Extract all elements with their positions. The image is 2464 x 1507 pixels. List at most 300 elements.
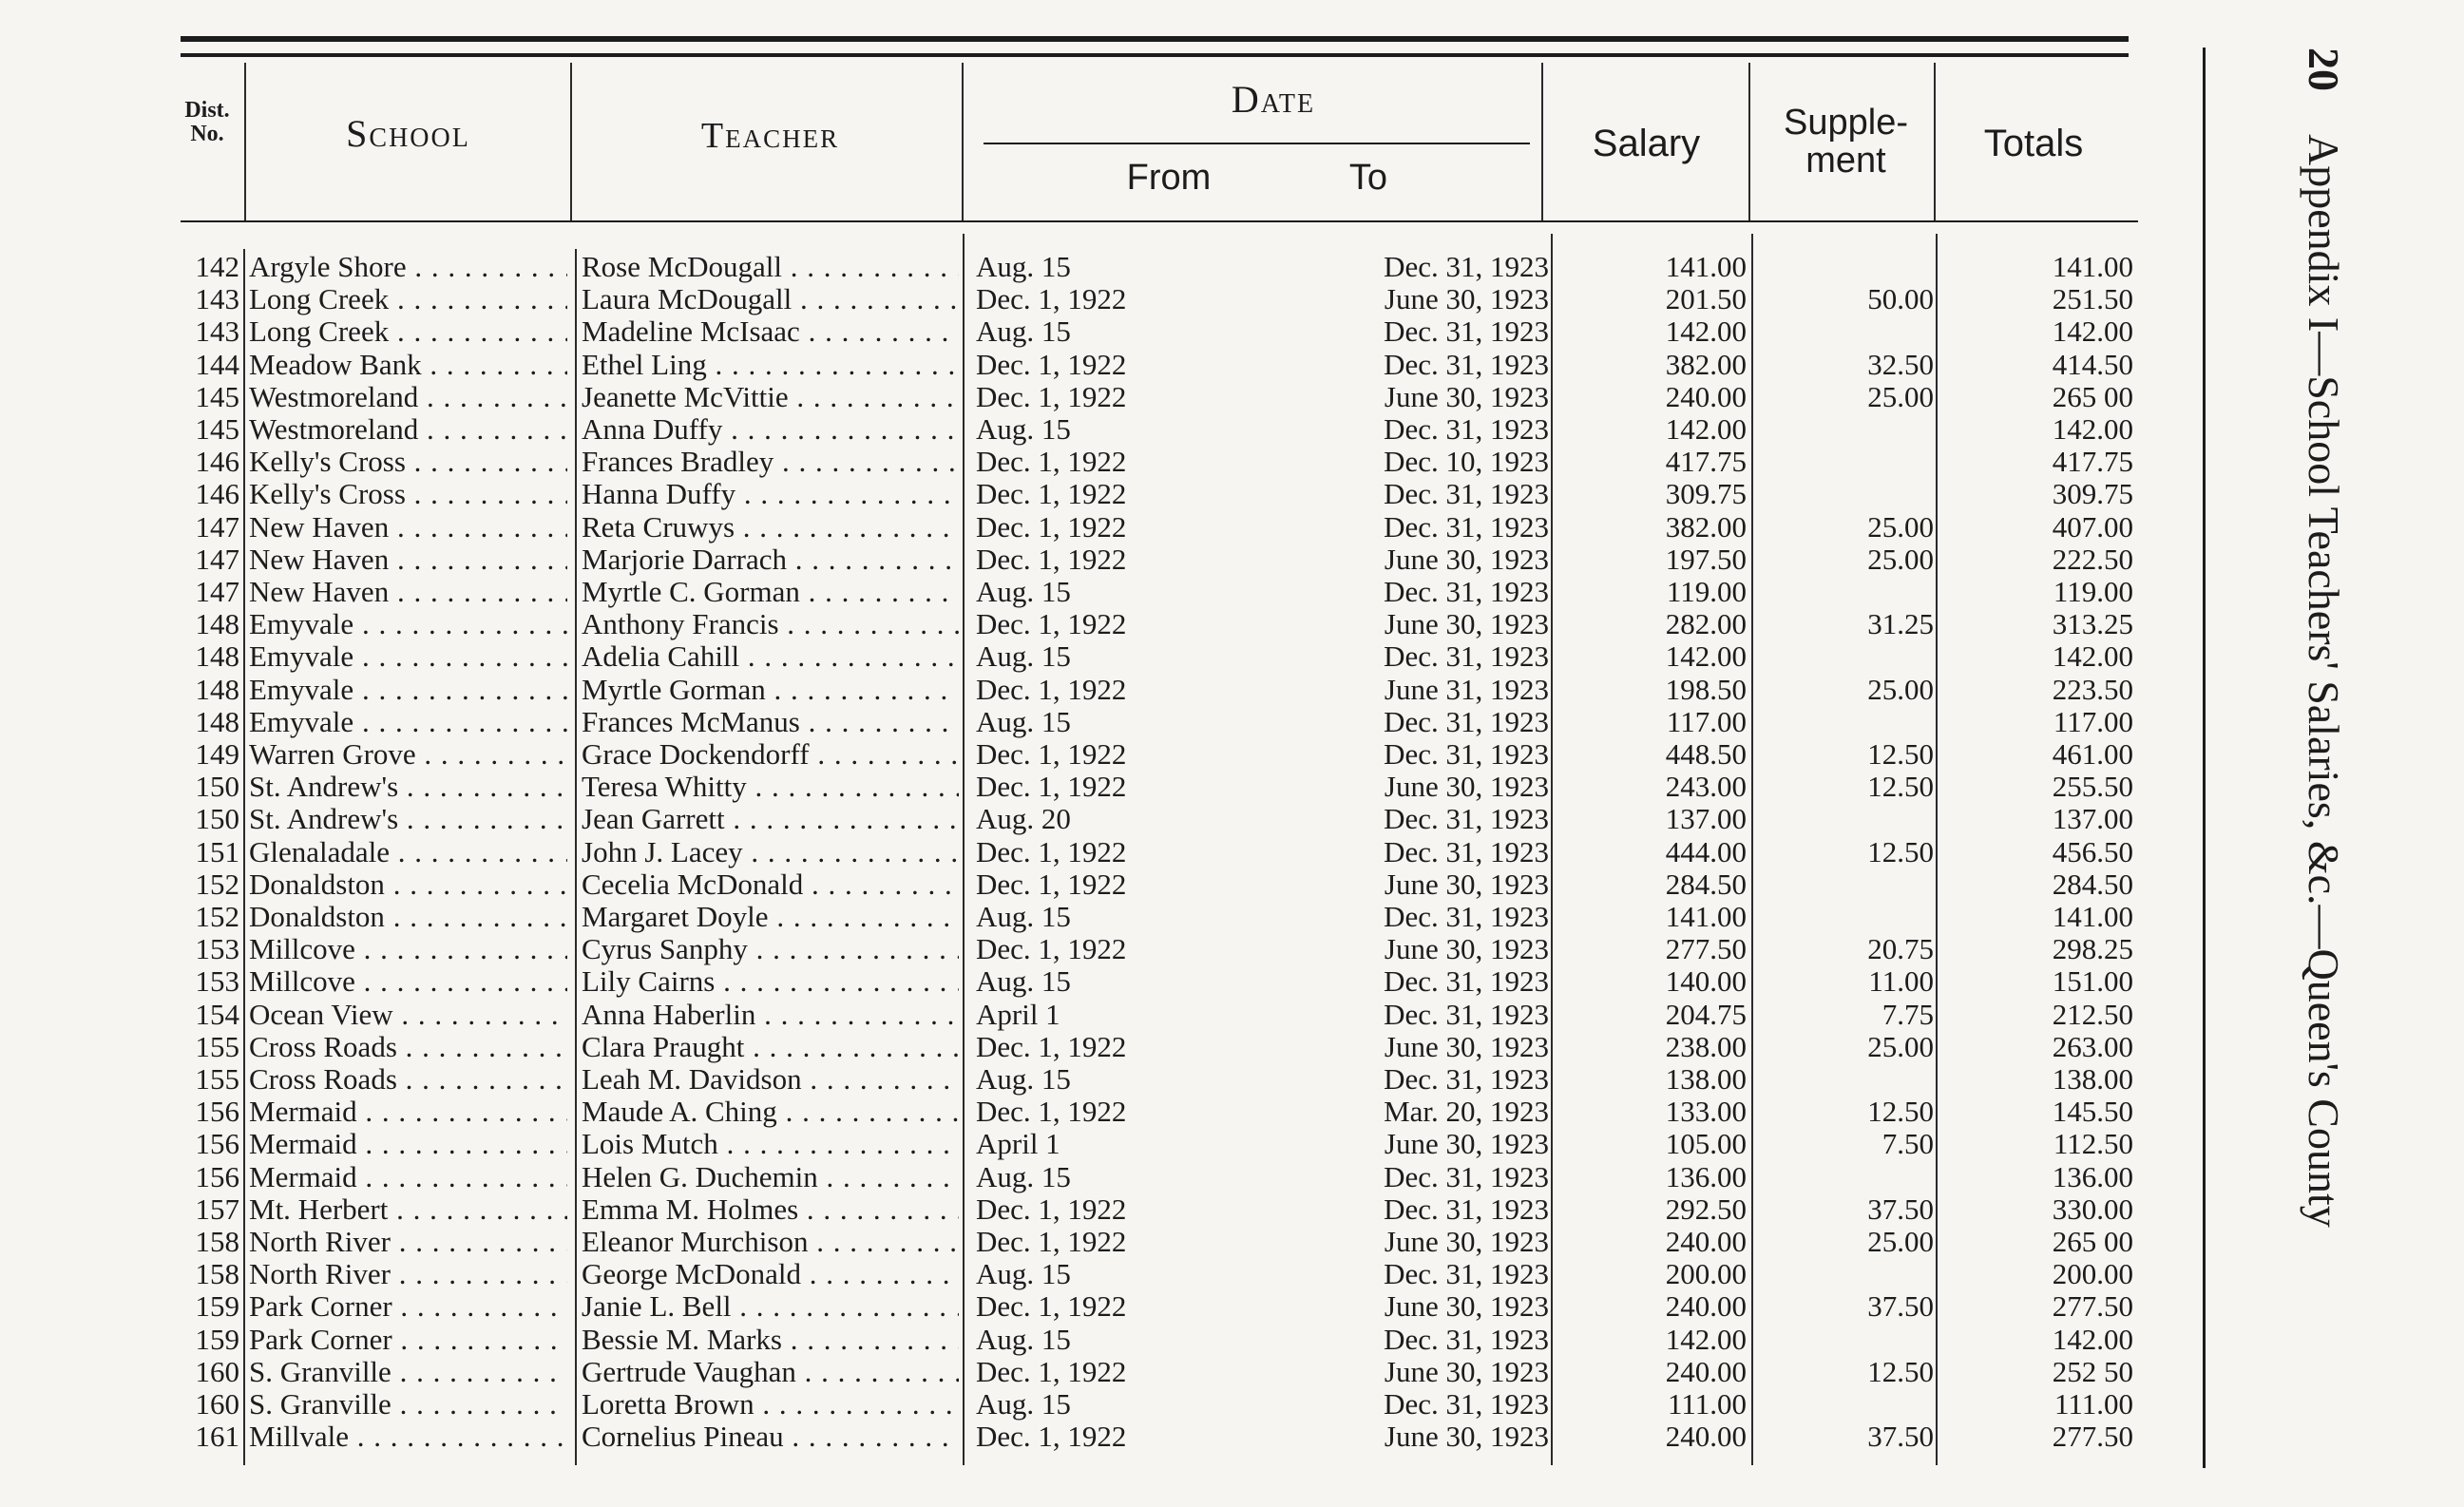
school-cell: St. Andrew's . . . bbox=[249, 803, 567, 835]
salary-cell: 277.50 bbox=[1665, 933, 1747, 966]
date-from-cell: Aug. 15 bbox=[976, 315, 1071, 349]
school-cell: Cross Roads . . . bbox=[249, 1063, 567, 1096]
header-to: To bbox=[1348, 158, 1388, 198]
date-from-cell: Aug. 15 bbox=[976, 1160, 1071, 1193]
dist-no-cell: 160 bbox=[195, 1355, 239, 1388]
salary-cell: 141.00 bbox=[1665, 901, 1747, 933]
table-row bbox=[0, 413, 2148, 446]
date-from-cell: Dec. 1, 1922 bbox=[976, 446, 1127, 479]
date-from-cell: April 1 bbox=[976, 998, 1060, 1031]
table-row bbox=[0, 674, 2148, 706]
salary-cell: 382.00 bbox=[1665, 348, 1747, 381]
top-rule-thin bbox=[181, 53, 2129, 57]
table-row bbox=[0, 608, 2148, 640]
table-row bbox=[0, 868, 2148, 901]
table-row bbox=[0, 999, 2148, 1031]
supplement-cell: 25.00 bbox=[1867, 380, 1934, 413]
header-teacher: Teacher bbox=[700, 116, 840, 156]
salary-cell: 444.00 bbox=[1665, 835, 1747, 868]
table-row bbox=[0, 1290, 2148, 1323]
date-to-cell: June 30, 1923 bbox=[1384, 771, 1549, 804]
supplement-cell: 7.50 bbox=[1881, 1128, 1934, 1161]
dist-no-cell: 154 bbox=[195, 998, 239, 1031]
date-to-cell: Dec. 31, 1923 bbox=[1384, 576, 1549, 608]
date-from-cell: Aug. 15 bbox=[976, 251, 1071, 283]
teacher-cell: George McDonald . . . bbox=[582, 1258, 959, 1290]
dist-no-cell: 152 bbox=[195, 901, 239, 933]
date-from-cell: Aug. 15 bbox=[976, 705, 1071, 738]
teacher-cell: Frances Bradley . . . bbox=[582, 446, 959, 478]
dist-no-cell: 144 bbox=[195, 348, 239, 381]
table-row bbox=[0, 511, 2148, 544]
teacher-cell: Teresa Whitty . . . bbox=[582, 771, 959, 803]
total-cell: 222.50 bbox=[2052, 543, 2133, 576]
supplement-cell: 7.75 bbox=[1881, 998, 1934, 1031]
school-cell: New Haven . . . bbox=[249, 544, 567, 576]
school-cell: Park Corner . . . bbox=[249, 1324, 567, 1356]
table-row bbox=[0, 251, 2148, 283]
total-cell: 142.00 bbox=[2052, 1323, 2133, 1356]
date-to-cell: Dec. 31, 1923 bbox=[1384, 478, 1549, 511]
date-to-cell: Dec. 31, 1923 bbox=[1384, 1323, 1549, 1356]
date-to-cell: June 30, 1923 bbox=[1384, 1030, 1549, 1063]
table-row bbox=[0, 1324, 2148, 1356]
school-cell: Emyvale . . . bbox=[249, 674, 567, 706]
salary-cell: 142.00 bbox=[1665, 640, 1747, 674]
school-cell: Mermaid . . . bbox=[249, 1161, 567, 1193]
table-row bbox=[0, 1226, 2148, 1258]
hdr-sep-school bbox=[570, 63, 572, 220]
date-to-cell: Dec. 31, 1923 bbox=[1384, 835, 1549, 868]
dist-no-cell: 161 bbox=[195, 1421, 239, 1454]
dist-no-cell: 146 bbox=[195, 478, 239, 511]
salary-cell: 240.00 bbox=[1665, 1290, 1747, 1324]
teacher-cell: Adelia Cahill . . . bbox=[582, 640, 959, 673]
salary-cell: 142.00 bbox=[1665, 413, 1747, 446]
dist-no-cell: 149 bbox=[195, 738, 239, 771]
total-cell: 277.50 bbox=[2052, 1421, 2133, 1454]
school-cell: Argyle Shore . . . bbox=[249, 251, 567, 283]
table-row bbox=[0, 283, 2148, 315]
dist-no-cell: 148 bbox=[195, 673, 239, 706]
supplement-cell: 37.50 bbox=[1867, 1421, 1934, 1454]
date-from-cell: Dec. 1, 1922 bbox=[976, 933, 1127, 966]
school-cell: Mermaid . . . bbox=[249, 1096, 567, 1128]
date-from-cell: Aug. 15 bbox=[976, 640, 1071, 674]
total-cell: 252 50 bbox=[2052, 1355, 2133, 1388]
total-cell: 142.00 bbox=[2052, 640, 2133, 674]
supplement-cell: 32.50 bbox=[1867, 348, 1934, 381]
dist-no-cell: 153 bbox=[195, 965, 239, 999]
total-cell: 417.75 bbox=[2052, 446, 2133, 479]
teacher-cell: Emma M. Holmes . . . bbox=[582, 1193, 959, 1226]
date-from-cell: Aug. 20 bbox=[976, 803, 1071, 836]
hdr-sep-teacher bbox=[962, 63, 964, 220]
date-from-cell: Dec. 1, 1922 bbox=[976, 1421, 1127, 1454]
salary-cell: 240.00 bbox=[1665, 1421, 1747, 1454]
teacher-cell: Maude A. Ching . . . bbox=[582, 1096, 959, 1128]
teacher-cell: Helen G. Duchemin . . . bbox=[582, 1161, 959, 1193]
date-to-cell: June 30, 1923 bbox=[1384, 933, 1549, 966]
date-from-cell: Dec. 1, 1922 bbox=[976, 738, 1127, 771]
school-cell: Donaldston . . . bbox=[249, 868, 567, 901]
table-row bbox=[0, 738, 2148, 771]
date-from-cell: Dec. 1, 1922 bbox=[976, 380, 1127, 413]
supplement-cell: 12.50 bbox=[1867, 1096, 1934, 1129]
school-cell: S. Granville . . . bbox=[249, 1388, 567, 1421]
salary-cell: 240.00 bbox=[1665, 1226, 1747, 1258]
school-cell: Long Creek . . . bbox=[249, 315, 567, 348]
total-cell: 255.50 bbox=[2052, 771, 2133, 804]
date-from-cell: Dec. 1, 1922 bbox=[976, 1290, 1127, 1324]
total-cell: 142.00 bbox=[2052, 315, 2133, 349]
dist-no-cell: 150 bbox=[195, 803, 239, 836]
teacher-cell: Grace Dockendorff . . . bbox=[582, 738, 959, 771]
date-to-cell: June 30, 1923 bbox=[1384, 1355, 1549, 1388]
dist-no-cell: 147 bbox=[195, 543, 239, 576]
supplement-cell: 12.50 bbox=[1867, 835, 1934, 868]
dist-no-cell: 156 bbox=[195, 1096, 239, 1129]
table-row bbox=[0, 315, 2148, 348]
table-row bbox=[0, 1063, 2148, 1096]
salary-cell: 284.50 bbox=[1665, 868, 1747, 901]
supplement-cell: 25.00 bbox=[1867, 673, 1934, 706]
date-from-cell: Dec. 1, 1922 bbox=[976, 608, 1127, 641]
supplement-cell: 25.00 bbox=[1867, 510, 1934, 544]
teacher-cell: Madeline McIsaac . . . bbox=[582, 315, 959, 348]
supplement-cell: 25.00 bbox=[1867, 543, 1934, 576]
school-cell: Kelly's Cross . . . bbox=[249, 478, 567, 510]
side-title-text: Appendix I—School Teachers' Salaries, &c.—Queen's County bbox=[2300, 133, 2348, 1228]
salary-cell: 417.75 bbox=[1665, 446, 1747, 479]
dist-no-cell: 156 bbox=[195, 1160, 239, 1193]
school-cell: New Haven . . . bbox=[249, 511, 567, 544]
teacher-cell: Lois Mutch . . . bbox=[582, 1128, 959, 1160]
total-cell: 330.00 bbox=[2052, 1192, 2133, 1226]
date-to-cell: June 30, 1923 bbox=[1384, 1128, 1549, 1161]
supplement-cell: 25.00 bbox=[1867, 1226, 1934, 1258]
date-to-cell: Dec. 31, 1923 bbox=[1384, 998, 1549, 1031]
teacher-cell: Laura McDougall . . . bbox=[582, 283, 959, 315]
date-from-cell: Dec. 1, 1922 bbox=[976, 771, 1127, 804]
table-row bbox=[0, 1096, 2148, 1128]
school-cell: Donaldston . . . bbox=[249, 901, 567, 933]
date-to-cell: June 30, 1923 bbox=[1384, 1421, 1549, 1454]
date-from-cell: Dec. 1, 1922 bbox=[976, 868, 1127, 901]
table-row bbox=[0, 901, 2148, 933]
dist-no-cell: 159 bbox=[195, 1290, 239, 1324]
teacher-cell: Eleanor Murchison . . . bbox=[582, 1226, 959, 1258]
school-cell: Millcove . . . bbox=[249, 933, 567, 965]
teacher-cell: Lily Cairns . . . bbox=[582, 965, 959, 998]
table-row bbox=[0, 836, 2148, 868]
total-cell: 142.00 bbox=[2052, 413, 2133, 446]
dist-no-cell: 148 bbox=[195, 608, 239, 641]
table-row bbox=[0, 1421, 2148, 1453]
school-cell: Glenaladale . . . bbox=[249, 836, 567, 868]
salary-cell: 142.00 bbox=[1665, 315, 1747, 349]
total-cell: 298.25 bbox=[2052, 933, 2133, 966]
table-row bbox=[0, 1161, 2148, 1193]
school-cell: Ocean View . . . bbox=[249, 999, 567, 1031]
dist-no-cell: 145 bbox=[195, 380, 239, 413]
teacher-cell: Leah M. Davidson . . . bbox=[582, 1063, 959, 1096]
hdr-sep-dist bbox=[244, 63, 246, 220]
date-from-cell: April 1 bbox=[976, 1128, 1060, 1161]
date-from-cell: Dec. 1, 1922 bbox=[976, 283, 1127, 316]
salary-cell: 133.00 bbox=[1665, 1096, 1747, 1129]
salary-cell: 292.50 bbox=[1665, 1192, 1747, 1226]
school-cell: Kelly's Cross . . . bbox=[249, 446, 567, 478]
salary-cell: 282.00 bbox=[1665, 608, 1747, 641]
dist-no-cell: 147 bbox=[195, 510, 239, 544]
side-running-title bbox=[2295, 48, 2352, 1473]
header-from: From bbox=[1126, 158, 1212, 198]
salary-cell: 136.00 bbox=[1665, 1160, 1747, 1193]
top-rule-thick bbox=[181, 36, 2129, 42]
school-cell: Mermaid . . . bbox=[249, 1128, 567, 1160]
teacher-cell: Jean Garrett . . . bbox=[582, 803, 959, 835]
supplement-cell: 25.00 bbox=[1867, 1030, 1934, 1063]
salary-cell: 141.00 bbox=[1665, 251, 1747, 283]
date-from-cell: Dec. 1, 1922 bbox=[976, 478, 1127, 511]
supplement-cell: 50.00 bbox=[1867, 283, 1934, 316]
date-from-cell: Dec. 1, 1922 bbox=[976, 1355, 1127, 1388]
total-cell: 111.00 bbox=[2054, 1388, 2133, 1421]
teacher-cell: Bessie M. Marks . . . bbox=[582, 1324, 959, 1356]
total-cell: 117.00 bbox=[2053, 705, 2133, 738]
salary-cell: 240.00 bbox=[1665, 1355, 1747, 1388]
table-row bbox=[0, 544, 2148, 576]
date-from-cell: Dec. 1, 1922 bbox=[976, 1096, 1127, 1129]
salary-cell: 200.00 bbox=[1665, 1258, 1747, 1291]
total-cell: 265 00 bbox=[2052, 380, 2133, 413]
school-cell: Emyvale . . . bbox=[249, 608, 567, 640]
table-row bbox=[0, 381, 2148, 413]
date-to-cell: Dec. 31, 1923 bbox=[1384, 640, 1549, 674]
header-date-rule bbox=[984, 143, 1530, 144]
teacher-cell: Hanna Duffy . . . bbox=[582, 478, 959, 510]
date-from-cell: Aug. 15 bbox=[976, 576, 1071, 608]
date-to-cell: June 30, 1923 bbox=[1384, 283, 1549, 316]
salary-cell: 243.00 bbox=[1665, 771, 1747, 804]
total-cell: 119.00 bbox=[2053, 576, 2133, 608]
date-to-cell: Dec. 31, 1923 bbox=[1384, 1160, 1549, 1193]
school-cell: North River . . . bbox=[249, 1226, 567, 1258]
dist-no-cell: 155 bbox=[195, 1063, 239, 1096]
teacher-cell: Margaret Doyle . . . bbox=[582, 901, 959, 933]
school-cell: Mt. Herbert . . . bbox=[249, 1193, 567, 1226]
hdr-sep-date bbox=[1541, 63, 1543, 220]
date-to-cell: Dec. 31, 1923 bbox=[1384, 315, 1549, 349]
date-to-cell: Mar. 20, 1923 bbox=[1384, 1096, 1549, 1129]
supplement-cell: 12.50 bbox=[1867, 771, 1934, 804]
table-row bbox=[0, 1193, 2148, 1226]
teacher-cell: Reta Cruwys . . . bbox=[582, 511, 959, 544]
teacher-cell: Ethel Ling . . . bbox=[582, 349, 959, 381]
salary-cell: 309.75 bbox=[1665, 478, 1747, 511]
school-cell: Meadow Bank . . . bbox=[249, 349, 567, 381]
salary-cell: 119.00 bbox=[1666, 576, 1747, 608]
dist-no-cell: 147 bbox=[195, 576, 239, 608]
salary-cell: 382.00 bbox=[1665, 510, 1747, 544]
school-cell: Long Creek . . . bbox=[249, 283, 567, 315]
salary-cell: 238.00 bbox=[1665, 1030, 1747, 1063]
date-to-cell: Dec. 31, 1923 bbox=[1384, 1388, 1549, 1421]
table-row bbox=[0, 771, 2148, 803]
dist-no-cell: 153 bbox=[195, 933, 239, 966]
table-row bbox=[0, 933, 2148, 965]
date-to-cell: June 30, 1923 bbox=[1384, 380, 1549, 413]
date-from-cell: Aug. 15 bbox=[976, 1063, 1071, 1096]
salary-cell: 197.50 bbox=[1665, 543, 1747, 576]
date-from-cell: Aug. 15 bbox=[976, 1258, 1071, 1291]
date-to-cell: Dec. 31, 1923 bbox=[1384, 803, 1549, 836]
date-from-cell: Dec. 1, 1922 bbox=[976, 348, 1127, 381]
table-row bbox=[0, 803, 2148, 835]
supplement-cell: 20.75 bbox=[1867, 933, 1934, 966]
header-salary: Salary bbox=[1592, 123, 1701, 164]
date-from-cell: Dec. 1, 1922 bbox=[976, 1030, 1127, 1063]
teacher-cell: Clara Praught . . . bbox=[582, 1031, 959, 1063]
school-cell: S. Granville . . . bbox=[249, 1356, 567, 1388]
date-to-cell: Dec. 10, 1923 bbox=[1384, 446, 1549, 479]
supplement-cell: 37.50 bbox=[1867, 1192, 1934, 1226]
hdr-sep-salary bbox=[1748, 63, 1750, 220]
side-rule bbox=[2203, 48, 2206, 1468]
salary-cell: 138.00 bbox=[1665, 1063, 1747, 1096]
date-to-cell: Dec. 31, 1923 bbox=[1384, 510, 1549, 544]
total-cell: 212.50 bbox=[2052, 998, 2133, 1031]
date-from-cell: Aug. 15 bbox=[976, 901, 1071, 933]
school-cell: New Haven . . . bbox=[249, 576, 567, 608]
teacher-cell: Cecelia McDonald . . . bbox=[582, 868, 959, 901]
school-cell: Westmoreland . . . bbox=[249, 413, 567, 446]
total-cell: 223.50 bbox=[2052, 673, 2133, 706]
salary-cell: 140.00 bbox=[1665, 965, 1747, 999]
total-cell: 112.50 bbox=[2053, 1128, 2133, 1161]
date-to-cell: Dec. 31, 1923 bbox=[1384, 738, 1549, 771]
header-totals: Totals bbox=[1983, 123, 2084, 164]
header-bottom-rule bbox=[181, 220, 2138, 222]
teacher-cell: John J. Lacey . . . bbox=[582, 836, 959, 868]
table-row bbox=[0, 446, 2148, 478]
school-cell: Emyvale . . . bbox=[249, 706, 567, 738]
header-dist-no: Dist. No. bbox=[184, 98, 230, 147]
total-cell: 141.00 bbox=[2052, 901, 2133, 933]
dist-no-cell: 151 bbox=[195, 835, 239, 868]
total-cell: 456.50 bbox=[2052, 835, 2133, 868]
date-to-cell: June 30, 1923 bbox=[1384, 1290, 1549, 1324]
date-to-cell: June 31, 1923 bbox=[1384, 673, 1549, 706]
date-from-cell: Dec. 1, 1922 bbox=[976, 543, 1127, 576]
total-cell: 151.00 bbox=[2052, 965, 2133, 999]
table-row bbox=[0, 640, 2148, 673]
date-from-cell: Aug. 15 bbox=[976, 1323, 1071, 1356]
header-school: School bbox=[346, 112, 470, 155]
total-cell: 251.50 bbox=[2052, 283, 2133, 316]
school-cell: Millcove . . . bbox=[249, 965, 567, 998]
teacher-cell: Gertrude Vaughan . . . bbox=[582, 1356, 959, 1388]
dist-no-cell: 148 bbox=[195, 705, 239, 738]
salary-cell: 137.00 bbox=[1665, 803, 1747, 836]
total-cell: 263.00 bbox=[2052, 1030, 2133, 1063]
supplement-cell: 37.50 bbox=[1867, 1290, 1934, 1324]
teacher-cell: Janie L. Bell . . . bbox=[582, 1290, 959, 1323]
page-number: 20 bbox=[2300, 48, 2348, 91]
dist-no-cell: 143 bbox=[195, 283, 239, 316]
supplement-cell: 31.25 bbox=[1867, 608, 1934, 641]
total-cell: 265 00 bbox=[2052, 1226, 2133, 1258]
dist-no-cell: 158 bbox=[195, 1226, 239, 1258]
table-row bbox=[0, 706, 2148, 738]
total-cell: 141.00 bbox=[2052, 251, 2133, 283]
salary-cell: 117.00 bbox=[1666, 705, 1747, 738]
dist-no-cell: 146 bbox=[195, 446, 239, 479]
school-cell: Millvale . . . bbox=[249, 1421, 567, 1453]
date-to-cell: Dec. 31, 1923 bbox=[1384, 965, 1549, 999]
table-row bbox=[0, 1258, 2148, 1290]
total-cell: 136.00 bbox=[2052, 1160, 2133, 1193]
date-to-cell: Dec. 31, 1923 bbox=[1384, 251, 1549, 283]
school-cell: St. Andrew's . . . bbox=[249, 771, 567, 803]
teacher-cell: Cyrus Sanphy . . . bbox=[582, 933, 959, 965]
date-to-cell: Dec. 31, 1923 bbox=[1384, 1192, 1549, 1226]
school-cell: North River . . . bbox=[249, 1258, 567, 1290]
school-cell: Park Corner . . . bbox=[249, 1290, 567, 1323]
teacher-cell: Jeanette McVittie . . . bbox=[582, 381, 959, 413]
dist-no-cell: 148 bbox=[195, 640, 239, 674]
dist-no-cell: 150 bbox=[195, 771, 239, 804]
date-from-cell: Dec. 1, 1922 bbox=[976, 510, 1127, 544]
date-to-cell: Dec. 31, 1923 bbox=[1384, 1258, 1549, 1291]
total-cell: 284.50 bbox=[2052, 868, 2133, 901]
salary-cell: 448.50 bbox=[1665, 738, 1747, 771]
dist-no-cell: 155 bbox=[195, 1030, 239, 1063]
date-from-cell: Aug. 15 bbox=[976, 965, 1071, 999]
dist-no-cell: 159 bbox=[195, 1323, 239, 1356]
table-row bbox=[0, 576, 2148, 608]
table-row bbox=[0, 478, 2148, 510]
dist-no-cell: 142 bbox=[195, 251, 239, 283]
date-from-cell: Aug. 15 bbox=[976, 1388, 1071, 1421]
total-cell: 145.50 bbox=[2052, 1096, 2133, 1129]
date-to-cell: Dec. 31, 1923 bbox=[1384, 901, 1549, 933]
teacher-cell: Anna Haberlin . . . bbox=[582, 999, 959, 1031]
supplement-cell: 12.50 bbox=[1867, 738, 1934, 771]
supplement-cell: 12.50 bbox=[1867, 1355, 1934, 1388]
total-cell: 137.00 bbox=[2052, 803, 2133, 836]
salary-cell: 198.50 bbox=[1665, 673, 1747, 706]
date-to-cell: Dec. 31, 1923 bbox=[1384, 413, 1549, 446]
table-row bbox=[0, 349, 2148, 381]
school-cell: Westmoreland . . . bbox=[249, 381, 567, 413]
dist-no-cell: 152 bbox=[195, 868, 239, 901]
total-cell: 414.50 bbox=[2052, 348, 2133, 381]
salary-cell: 204.75 bbox=[1665, 998, 1747, 1031]
header-date: Date bbox=[1231, 78, 1316, 121]
teacher-cell: Marjorie Darrach . . . bbox=[582, 544, 959, 576]
date-to-cell: June 30, 1923 bbox=[1384, 543, 1549, 576]
salary-cell: 240.00 bbox=[1665, 380, 1747, 413]
date-from-cell: Dec. 1, 1922 bbox=[976, 835, 1127, 868]
supplement-cell: 11.00 bbox=[1868, 965, 1934, 999]
table-row bbox=[0, 1388, 2148, 1421]
dist-no-cell: 160 bbox=[195, 1388, 239, 1421]
date-from-cell: Dec. 1, 1922 bbox=[976, 1226, 1127, 1258]
total-cell: 407.00 bbox=[2052, 510, 2133, 544]
date-to-cell: Dec. 31, 1923 bbox=[1384, 705, 1549, 738]
